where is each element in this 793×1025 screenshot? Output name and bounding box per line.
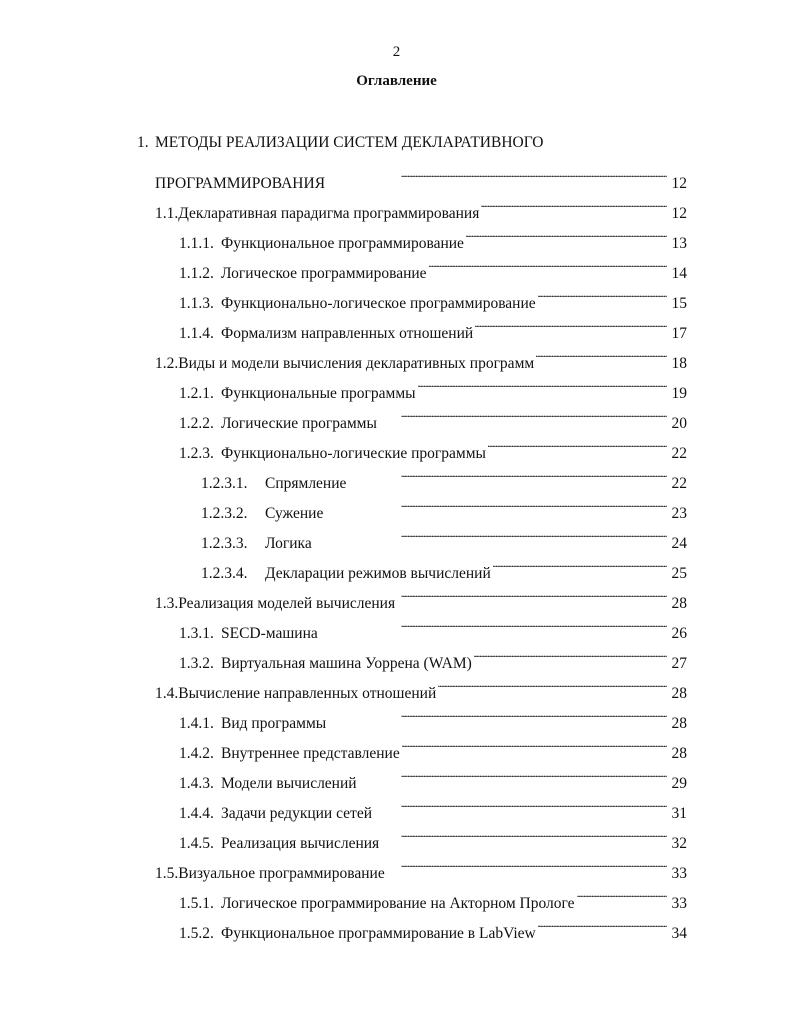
dot-leader [488, 428, 667, 458]
toc-entry-number: 1.1.1. [179, 235, 214, 252]
toc-entry-1-1-2[interactable] [0, 248, 793, 282]
dot-leader [538, 908, 667, 938]
toc-entry-page: 25 [671, 565, 687, 582]
dot-leader [466, 218, 667, 248]
toc-entry-title: Реализация вычисления [221, 835, 380, 852]
toc-entry-1-2-1[interactable] [0, 368, 793, 402]
toc-entry-title: SECD-машина [221, 625, 318, 642]
toc-entry-page: 33 [671, 895, 687, 912]
table-of-contents [0, 128, 793, 942]
dot-leader [538, 278, 667, 308]
toc-entry-number: 1.2.3. [179, 445, 214, 462]
toc-entry-page: 32 [671, 835, 687, 852]
toc-entry-1-4-1[interactable] [0, 698, 793, 732]
dot-leader [379, 398, 667, 428]
toc-entry-title: Функциональные программы [221, 385, 416, 402]
toc-entry-title: Внутреннее представление [221, 745, 400, 762]
toc-entry-title: Вид программы [221, 715, 327, 732]
dot-leader [474, 638, 667, 668]
toc-entry-title: МЕТОДЫ РЕАЛИЗАЦИИ СИСТЕМ ДЕКЛАРАТИВНОГО [155, 134, 544, 151]
toc-entry-title: Функциональное программирование в LabView [221, 925, 536, 942]
toc-entry-title: Виртуальная машина Уоррена (WAM) [221, 655, 472, 672]
toc-entry-1-3-1[interactable] [0, 608, 793, 642]
toc-entry-page: 22 [671, 445, 687, 462]
toc-entry-number: 1.3.2. [179, 655, 214, 672]
dot-leader [577, 878, 667, 908]
toc-entry-1-2[interactable] [0, 338, 793, 372]
toc-entry-number: 1.1.4. [179, 325, 214, 342]
toc-entry-number: 1.2.3.2. [201, 505, 248, 522]
toc-entry-page: 27 [671, 655, 687, 672]
toc-entry-page: 31 [671, 805, 687, 822]
toc-entry-title: Декларативная парадигма программирования [178, 205, 480, 222]
toc-entry-1-3-2[interactable] [0, 638, 793, 672]
toc-entry-page: 29 [671, 775, 687, 792]
toc-entry-1-4-5[interactable] [0, 818, 793, 852]
toc-entry-page: 28 [671, 685, 687, 702]
dot-leader [348, 458, 667, 488]
toc-title: Оглавление [356, 73, 437, 89]
dot-leader [418, 368, 667, 398]
toc-entry-page: 28 [671, 595, 687, 612]
dot-leader [328, 698, 667, 728]
toc-entry-number: 1.1.3. [179, 295, 214, 312]
toc-entry-1-1-4[interactable] [0, 308, 793, 342]
toc-entry-number: 1.4.5. [179, 835, 214, 852]
dot-leader [493, 548, 667, 578]
toc-entry-page: 23 [671, 505, 687, 522]
toc-entry-number: 1. [137, 134, 149, 151]
toc-entry-1-cont[interactable] [0, 158, 793, 192]
dot-leader [387, 848, 667, 878]
toc-entry-number: 1.4.4. [179, 805, 214, 822]
toc-entry-1-5-2[interactable] [0, 908, 793, 942]
toc-entry-page: 12 [671, 205, 687, 222]
toc-entry-1-2-3-1[interactable] [0, 458, 793, 492]
dot-leader [429, 248, 667, 278]
toc-entry-title: Логическое программирование [221, 265, 427, 282]
toc-entry-number: 1.5. [155, 865, 179, 882]
dot-leader [402, 728, 667, 758]
toc-entry-number: 1.2.1. [179, 385, 214, 402]
toc-entry-title: Функционально-логическое программирование [221, 295, 536, 312]
dot-leader [325, 488, 667, 518]
dot-leader [536, 338, 667, 368]
dot-leader [359, 758, 667, 788]
toc-entry-1-5-1[interactable] [0, 878, 793, 912]
toc-entry-1-3[interactable] [0, 578, 793, 612]
toc-entry-page: 22 [671, 475, 687, 492]
toc-entry-title: Логические программы [221, 415, 377, 432]
toc-entry-1-2-3-2[interactable] [0, 488, 793, 522]
dot-leader [320, 608, 667, 638]
toc-entry-page: 28 [671, 745, 687, 762]
toc-entry-title: Визуальное программирование [178, 865, 385, 882]
dot-leader [381, 818, 667, 848]
dot-leader [314, 518, 667, 548]
toc-entry-title: Функциональное программирование [221, 235, 464, 252]
toc-entry-1-4-3[interactable] [0, 758, 793, 792]
toc-entry-number: 1.4.2. [179, 745, 214, 762]
toc-entry-title: Логика [265, 535, 312, 552]
toc-entry-number: 1.4.3. [179, 775, 214, 792]
toc-entry-number: 1.3. [155, 595, 179, 612]
toc-entry-number: 1.4.1. [179, 715, 214, 732]
dot-leader [397, 578, 667, 608]
toc-entry-number: 1.1.2. [179, 265, 214, 282]
toc-entry-1-4-2[interactable] [0, 728, 793, 762]
toc-entry-page: 15 [671, 295, 687, 312]
toc-entry-title: Реализация моделей вычисления [178, 595, 396, 612]
toc-entry-page: 19 [671, 385, 687, 402]
toc-entry-page: 18 [671, 355, 687, 372]
toc-entry-number: 1.1. [155, 205, 179, 222]
toc-entry-1-1-3[interactable] [0, 278, 793, 312]
toc-entry-title: Вычисление направленных отношений [178, 685, 437, 702]
toc-entry-page: 20 [671, 415, 687, 432]
toc-entry-number: 1.2.3.1. [201, 475, 248, 492]
toc-entry-1[interactable] [0, 128, 793, 158]
toc-entry-page: 26 [671, 625, 687, 642]
toc-entry-title: ПРОГРАММИРОВАНИЯ [155, 175, 326, 192]
dot-leader [374, 788, 667, 818]
toc-entry-number: 1.3.1. [179, 625, 214, 642]
toc-entry-title: Формализм направленных отношений [221, 325, 474, 342]
toc-entry-1-2-3[interactable] [0, 428, 793, 462]
toc-entry-number: 1.2.2. [179, 415, 214, 432]
toc-entry-page: 12 [671, 175, 687, 192]
page-number: 2 [392, 44, 401, 60]
dot-leader [327, 158, 667, 188]
toc-entry-page: 13 [671, 235, 687, 252]
toc-entry-title: Задачи редукции сетей [221, 805, 373, 822]
toc-entry-number: 1.2. [155, 355, 179, 372]
toc-entry-page: 24 [671, 535, 687, 552]
toc-entry-number: 1.5.1. [179, 895, 214, 912]
toc-entry-1-2-3-3[interactable] [0, 518, 793, 552]
toc-entry-title: Сужение [265, 505, 324, 522]
toc-entry-title: Модели вычислений [221, 775, 357, 792]
toc-entry-number: 1.2.3.3. [201, 535, 248, 552]
toc-entry-1-2-3-4[interactable] [0, 548, 793, 582]
toc-entry-number: 1.4. [155, 685, 179, 702]
toc-entry-title: Логическое программирование на Акторном Прологе [221, 895, 575, 912]
toc-entry-title: Виды и модели вычисления декларативных программ [178, 355, 535, 372]
toc-entry-page: 33 [671, 865, 687, 882]
toc-entry-1-4[interactable] [0, 668, 793, 702]
toc-entry-title: Функционально-логические программы [221, 445, 486, 462]
dot-leader [475, 308, 667, 338]
toc-entry-1-1-1[interactable] [0, 218, 793, 252]
toc-entry-number: 1.2.3.4. [201, 565, 248, 582]
toc-entry-page: 17 [671, 325, 687, 342]
toc-entry-title: Декларации режимов вычислений [265, 565, 491, 582]
dot-leader [438, 668, 667, 698]
toc-entry-1-1[interactable] [0, 188, 793, 222]
toc-entry-1-4-4[interactable] [0, 788, 793, 822]
toc-entry-1-5[interactable] [0, 848, 793, 882]
toc-entry-page: 34 [671, 925, 687, 942]
toc-entry-number: 1.5.2. [179, 925, 214, 942]
toc-entry-page: 14 [671, 265, 687, 282]
toc-entry-page: 28 [671, 715, 687, 732]
toc-entry-title: Спрямление [265, 475, 347, 492]
dot-leader [481, 188, 667, 218]
toc-entry-1-2-2[interactable] [0, 398, 793, 432]
